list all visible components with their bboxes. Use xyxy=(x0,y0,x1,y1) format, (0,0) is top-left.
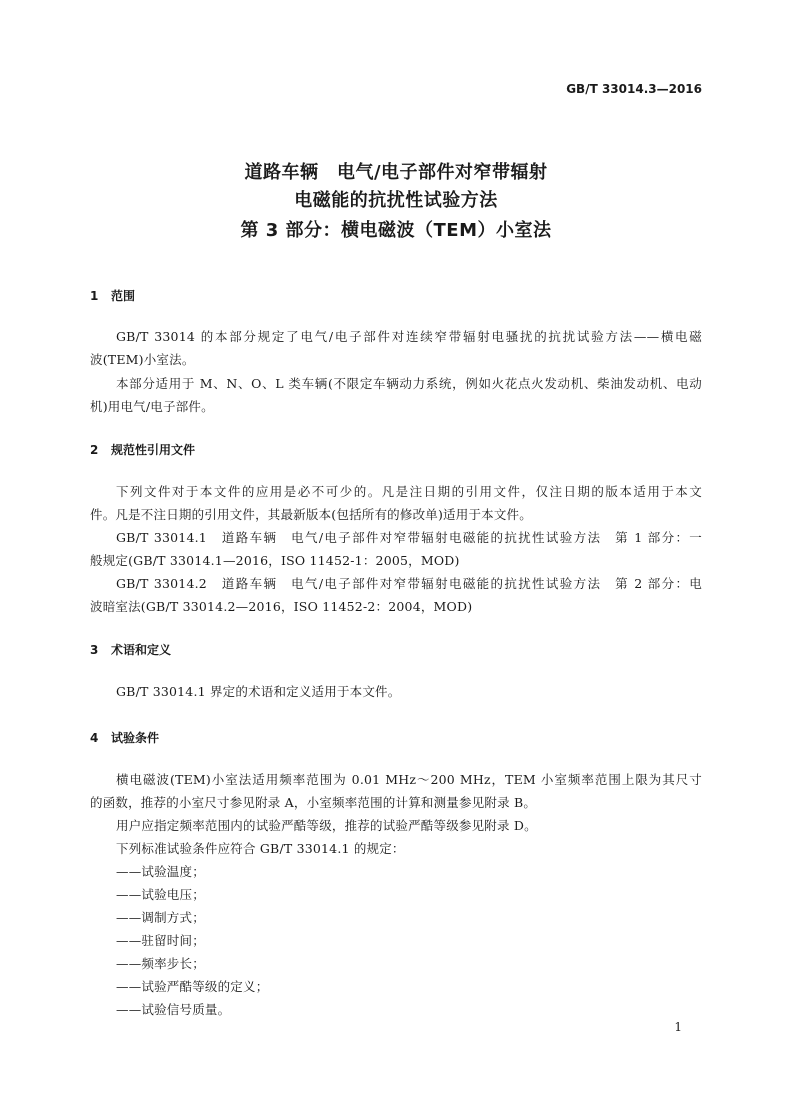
paragraph-line: 的函数，推荐的小室尺寸参见附录 A，小室频率范围的计算和测量参见附录 B。 xyxy=(90,795,537,810)
paragraph-line: GB/T 33014 的本部分规定了电气/电子部件对连续窄带辐射电骚扰的抗扰试验方法——横电磁 xyxy=(116,329,702,344)
paragraph-line: GB/T 33014.1 界定的术语和定义适用于本文件。 xyxy=(116,684,401,699)
title-line-3: 第 3 部分：横电磁波（TEM）小室法 xyxy=(240,220,552,241)
list-item: ——试验电压； xyxy=(116,887,205,902)
section-number: 3 xyxy=(90,643,99,657)
paragraph-line: 下列文件对于本文件的应用是必不可少的。凡是注日期的引用文件，仅注日期的版本适用于本文 xyxy=(116,484,702,499)
reference-line: GB/T 33014.1 道路车辆 电气/电子部件对窄带辐射电磁能的抗扰性试验方法 第 1 部分：一 xyxy=(116,530,702,545)
section-number: 4 xyxy=(90,731,99,745)
section-number: 1 xyxy=(90,289,99,303)
section-heading-3 xyxy=(90,641,171,658)
paragraph-line: 用户应指定频率范围内的试验严酷等级，推荐的试验严酷等级参见附录 D。 xyxy=(116,818,537,833)
page-number: 1 xyxy=(674,1020,682,1034)
paragraph-line: 下列标准试验条件应符合 GB/T 33014.1 的规定： xyxy=(116,841,405,856)
section-heading-4 xyxy=(90,729,159,746)
section-title: 术语和定义 xyxy=(111,643,172,657)
reference-line: 波暗室法(GB/T 33014.2—2016，ISO 11452-2：2004，MOD) xyxy=(90,599,473,614)
paragraph-line: 机)用电气/电子部件。 xyxy=(90,399,214,414)
paragraph-line: 横电磁波(TEM)小室法适用频率范围为 0.01 MHz～200 MHz，TEM 小室频率范围上限为其尺寸 xyxy=(116,772,702,787)
document-code: GB/T 33014.3—2016 xyxy=(566,82,702,96)
paragraph-line: 波(TEM)小室法。 xyxy=(90,352,195,367)
title-line-2: 电磁能的抗扰性试验方法 xyxy=(294,190,498,211)
paragraph-line: 件。凡是不注日期的引用文件，其最新版本(包括所有的修改单)适用于本文件。 xyxy=(90,507,532,522)
section-title: 试验条件 xyxy=(111,731,160,745)
section-number: 2 xyxy=(90,443,99,457)
list-item: ——试验严酷等级的定义； xyxy=(116,979,269,994)
section-title: 范围 xyxy=(111,289,136,303)
list-item: ——频率步长； xyxy=(116,956,205,971)
section-title: 规范性引用文件 xyxy=(111,443,196,457)
section-heading-1 xyxy=(90,287,135,304)
list-item: ——试验温度； xyxy=(116,864,205,879)
list-item: ——调制方式； xyxy=(116,910,205,925)
paragraph-line: 本部分适用于 M、N、O、L 类车辆(不限定车辆动力系统，例如火花点火发动机、柴油发动机、电动 xyxy=(116,376,702,391)
reference-line: 般规定(GB/T 33014.1—2016，ISO 11452-1：2005，MOD) xyxy=(90,553,460,568)
reference-line: GB/T 33014.2 道路车辆 电气/电子部件对窄带辐射电磁能的抗扰性试验方法 第 2 部分：电 xyxy=(116,576,702,591)
list-item: ——试验信号质量。 xyxy=(116,1002,231,1017)
list-item: ——驻留时间； xyxy=(116,933,205,948)
title-line-1: 道路车辆 电气/电子部件对窄带辐射 xyxy=(244,162,548,183)
section-heading-2 xyxy=(90,441,195,458)
